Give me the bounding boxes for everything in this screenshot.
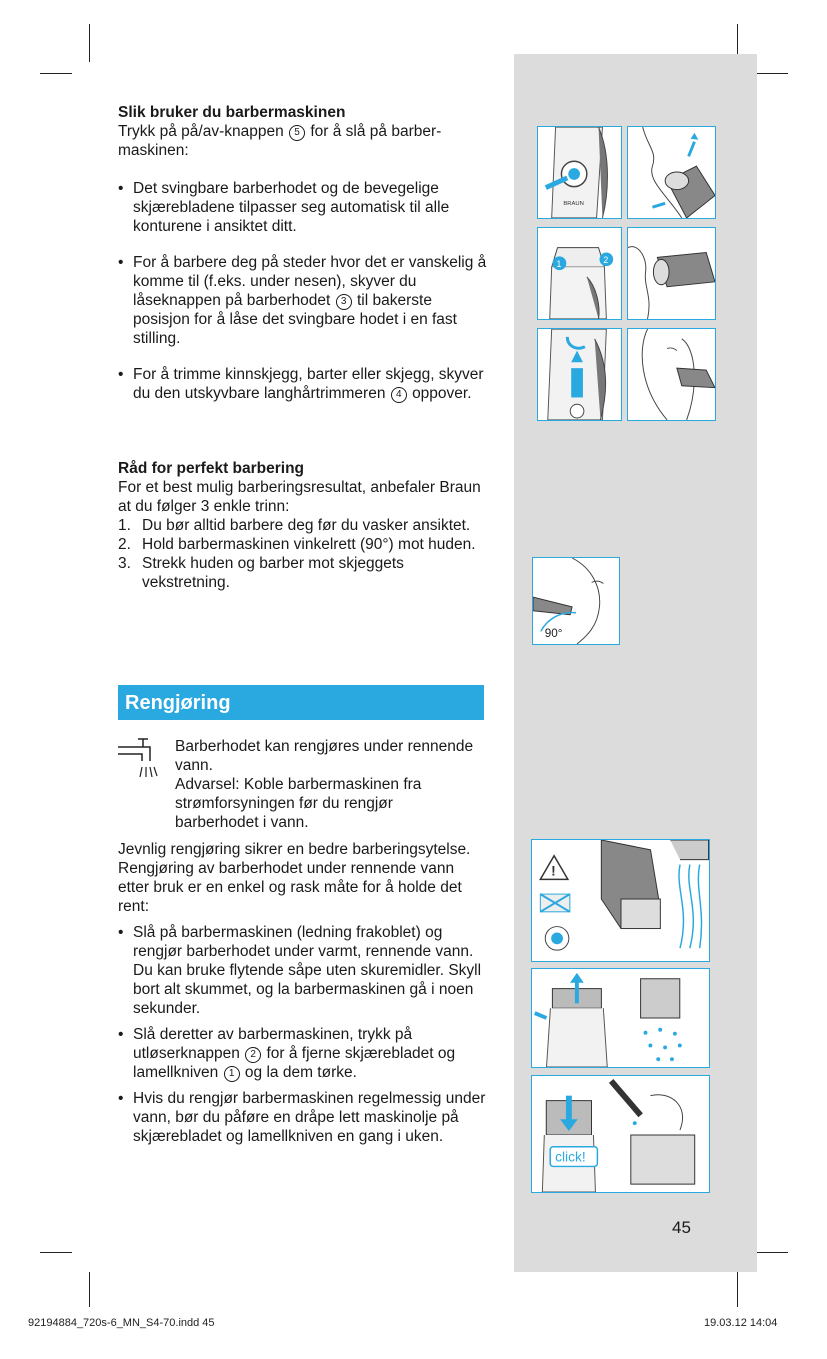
shaving-face-illustration: [627, 126, 716, 219]
step-one-label: 1: [556, 259, 562, 270]
brand-label: BRAUN: [563, 201, 584, 208]
angle-label: 90°: [544, 627, 563, 641]
usage-bullet: • Det svingbare barberhodet og de bevegelige skjærebladene tilpasser seg automatisk til alle konturene i ansiktet ditt.: [118, 179, 488, 236]
ref-number: 3: [336, 294, 352, 310]
cleaning-bullet: • Slå på barbermaskinen (ledning frakoblet) og rengjør barberhodet under varmt, rennende vann. Du kan bruke flytende såpe uten skuremidler. Skyll bort alt skummet, og la barbermaskinen gå i noen sekunder.: [118, 923, 488, 1018]
tips-section: [118, 459, 488, 592]
cleaning-bullet: • Hvis du rengjør barbermaskinen regelmessig under vann, bør du påføre en dråpe lett maskinolje på skjærebladet og lamellkniven en gang i uken.: [118, 1089, 488, 1146]
tips-heading: Råd for perfekt barbering: [118, 460, 305, 477]
svg-text:!: !: [551, 863, 556, 879]
lock-head-illustration: [537, 227, 622, 320]
water-note: Barberhodet kan rengjøres under rennende vann.: [175, 738, 474, 774]
crop-mark: [756, 1252, 788, 1253]
oil-illustration: [531, 1075, 710, 1193]
crop-mark: [89, 1272, 90, 1307]
warning-note: Advarsel: Koble barbermaskinen fra strømforsyningen før du rengjør barberhodet i vann.: [175, 776, 422, 831]
ref-number: 5: [289, 125, 305, 141]
faucet-icon: [116, 737, 162, 781]
cleaning-note: [175, 737, 475, 832]
usage-bullet: • For å trimme kinnskjegg, barter eller skjegg, skyver du den utskyvbare langhårtrimmeren 4 oppover.: [118, 365, 488, 403]
ref-number: 2: [245, 1047, 261, 1063]
crop-mark: [89, 24, 90, 62]
tips-step: 1. Du bør alltid barbere deg før du vasker ansiktet.: [118, 517, 471, 534]
crop-mark: [40, 1252, 72, 1253]
click-label: click!: [555, 1149, 586, 1165]
rinse-illustration: [531, 839, 710, 962]
ref-number: 4: [391, 387, 407, 403]
cleaning-banner: Rengjøring: [118, 685, 484, 720]
usage-heading: Slik bruker du barbermaskinen: [118, 104, 346, 121]
crop-mark: [40, 73, 72, 74]
crop-mark: [756, 73, 788, 74]
usage-bullet: • For å barbere deg på steder hvor det er vanskelig å komme til (f.eks. under nesen), skyver du låseknappen på barberhodet 3 til bakerste posisjon for å låse det svingbare hodet i en fast stilling.: [118, 253, 488, 348]
usage-section: [118, 103, 488, 403]
usage-intro: Trykk på på/av-knappen 5 for å slå på barber- maskinen:: [118, 123, 442, 159]
sideburn-illustration: [627, 328, 716, 421]
footer-file: 92194884_720s-6_MN_S4-70.indd 45: [28, 1317, 215, 1329]
cleaning-bullet: • Slå deretter av barbermaskinen, trykk på utløserknappen 2 for å fjerne skjærebladet og lamellkniven 1 og la dem tørke.: [118, 1025, 488, 1082]
under-nose-illustration: [627, 227, 716, 320]
crop-mark: [737, 1272, 738, 1307]
ref-number: 1: [224, 1066, 240, 1082]
page-number: 45: [672, 1218, 691, 1237]
footer-date: 19.03.12 14:04: [704, 1317, 778, 1329]
cleaning-intro: Jevnlig rengjøring sikrer en bedre barberingsytelse. Rengjøring av barberhodet under rennende vann etter bruk er en enkel og rask måte for å holde det rent:: [118, 841, 471, 915]
angle-illustration: [532, 557, 620, 645]
shaver-switch-illustration: [537, 126, 622, 219]
tips-step: 3. Strekk huden og barber mot skjeggets vekstretning.: [118, 555, 404, 591]
tips-intro: For et best mulig barberingsresultat, anbefaler Braun at du følger 3 enkle trinn:: [118, 479, 481, 515]
step-two-label: 2: [603, 255, 609, 266]
remove-foil-illustration: [531, 968, 710, 1068]
cleaning-section: [118, 840, 488, 1146]
trimmer-illustration: [537, 328, 622, 421]
tips-step: 2. Hold barbermaskinen vinkelrett (90°) mot huden.: [118, 536, 476, 553]
